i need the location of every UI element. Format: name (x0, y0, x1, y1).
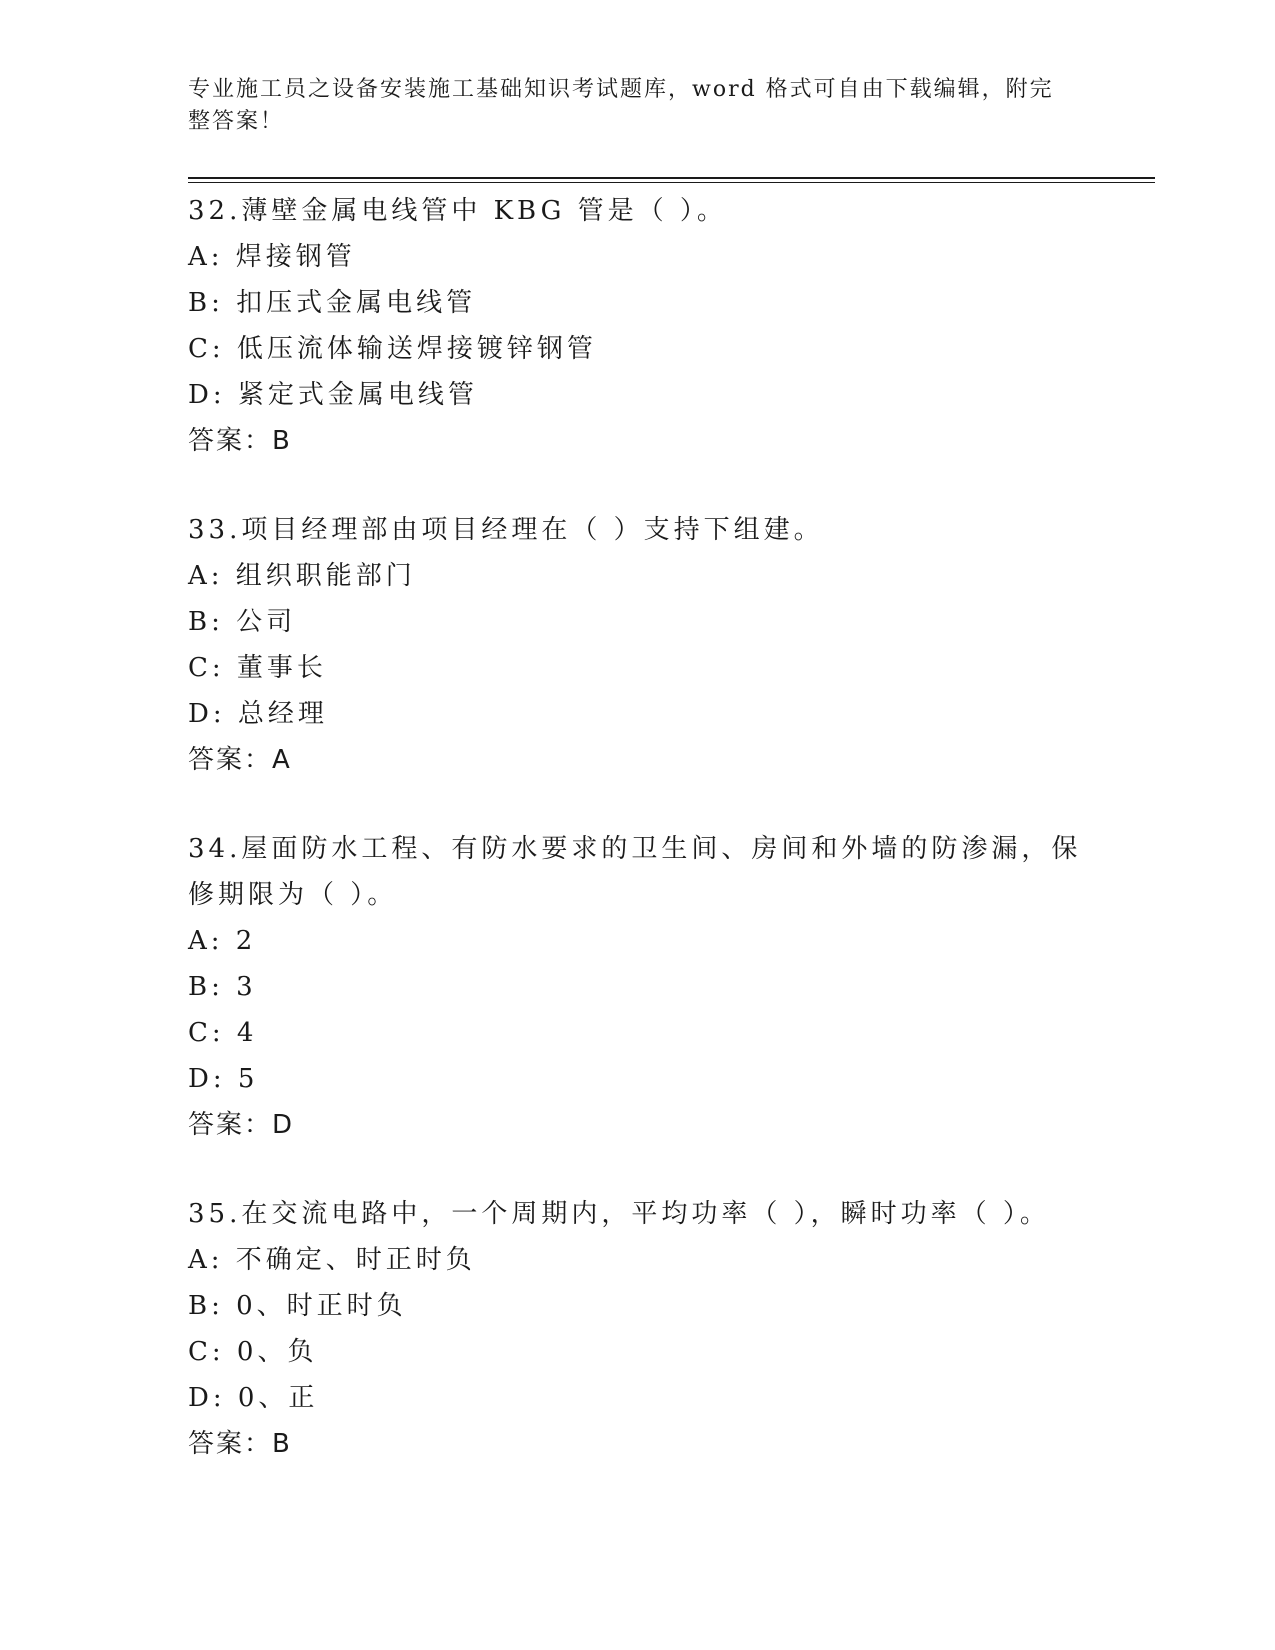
header-line-2: 整答案！ (188, 109, 285, 134)
option-c: C: 董事长 (188, 653, 327, 683)
option-a: A: 2 (188, 926, 257, 956)
question-stem: 33.项目经理部由项目经理在（ ）支持下组建。 (188, 515, 824, 545)
header-divider-thin (188, 182, 1155, 183)
option-a: A: 焊接钢管 (188, 242, 356, 272)
option-d: D: 紧定式金属电线管 (188, 380, 478, 410)
question-stem: 34.屋面防水工程、有防水要求的卫生间、房间和外墙的防渗漏，保修期限为（ ）。 (188, 834, 1082, 910)
question-list (188, 188, 1088, 1510)
option-d: D: 0、正 (188, 1383, 319, 1413)
option-b: B: 扣压式金属电线管 (188, 288, 477, 318)
question-33 (188, 507, 1088, 783)
option-a: A: 不确定、时正时负 (188, 1245, 476, 1275)
question-stem: 32.薄壁金属电线管中 KBG 管是（ ）。 (188, 196, 727, 226)
option-d: D: 5 (188, 1064, 259, 1094)
option-b: B: 公司 (188, 607, 297, 637)
question-32 (188, 188, 1088, 464)
option-c: C: 4 (188, 1018, 258, 1048)
question-34 (188, 826, 1088, 1148)
option-c: C: 0、负 (188, 1337, 318, 1367)
header-line-1: 专业施工员之设备安装施工基础知识考试题库，word 格式可自由下载编辑，附完 (188, 77, 1054, 102)
header-divider-thick (188, 177, 1155, 179)
option-b: B: 3 (188, 972, 257, 1002)
answer-line: 答案：D (188, 1110, 295, 1140)
option-d: D: 总经理 (188, 699, 328, 729)
answer-line: 答案：A (188, 745, 292, 775)
question-stem: 35.在交流电路中，一个周期内，平均功率（ ），瞬时功率（ ）。 (188, 1199, 1050, 1229)
answer-line: 答案：B (188, 1429, 292, 1459)
document-header (188, 74, 1088, 138)
option-b: B: 0、时正时负 (188, 1291, 407, 1321)
question-35 (188, 1191, 1088, 1467)
option-c: C: 低压流体输送焊接镀锌钢管 (188, 334, 597, 364)
option-a: A: 组织职能部门 (188, 561, 416, 591)
answer-line: 答案：B (188, 426, 292, 456)
